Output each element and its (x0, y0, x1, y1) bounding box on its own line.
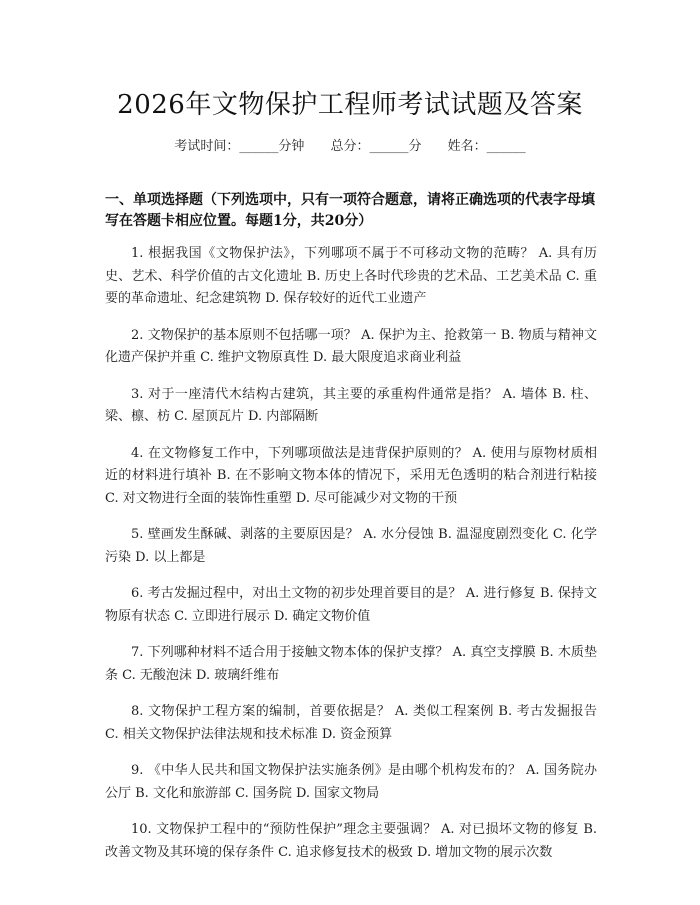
question-item: 6. 考古发掘过程中，对出土文物的初步处理首要目的是？ A. 进行修复 B. 保持文物原有状态 C. 立即进行展示 D. 确定文物价值 (105, 586, 597, 624)
question-item: 10. 文物保护工程中的“预防性保护”理念主要强调？ A. 对已损坏文物的修复 B. 改善文物及其环境的保存条件 C. 追求修复技术的极致 D. 增加文物的展示次数 (105, 822, 597, 860)
question-item: 7. 下列哪种材料不适合用于接触文物本体的保护支撑？ A. 真空支撑膜 B. 木质垫条 C. 无酸泡沫 D. 玻璃纤维布 (105, 645, 597, 683)
exam-time-field: 考试时间：______分钟 (174, 139, 305, 154)
question-item: 5. 壁画发生酥碱、剥落的主要原因是？ A. 水分侵蚀 B. 温湿度剧烈变化 C. 化学污染 D. 以上都是 (105, 527, 597, 565)
total-score-field: 总分：______分 (330, 139, 422, 154)
document-title: 2026年文物保护工程师考试试题及答案 (117, 90, 583, 120)
question-list (105, 243, 597, 878)
question-item: 2. 文物保护的基本原则不包括哪一项？ A. 保护为主、抢救第一 B. 物质与精神文化遗产保护并重 C. 维护文物原真性 D. 最大限度追求商业利益 (105, 327, 597, 365)
question-item: 1. 根据我国《文物保护法》，下列哪项不属于不可移动文物的范畴？ A. 具有历史、艺术、科学价值的古文化遗址 B. 历史上各时代珍贵的艺术品、工艺美术品 C. 重要的革命遗址、纪念建筑物 D. 保存较好的近代工业遗产 (105, 246, 597, 306)
question-item: 4. 在文物修复工作中，下列哪项做法是违背保护原则的？ A. 使用与原物材质相近的材料进行填补 B. 在不影响文物本体的情况下，采用无色透明的粘合剂进行粘接 C. 对文物进行全面的装饰性重塑 D. 尽可能减少对文物的干预 (105, 445, 597, 506)
question-item: 9. 《中华人民共和国文物保护法实施条例》是由哪个机构发布的？ A. 国务院办公厅 B. 文化和旅游部 C. 国务院 D. 国家文物局 (105, 763, 597, 801)
exam-meta-line (0, 135, 700, 154)
question-item: 8. 文物保护工程方案的编制，首要依据是？ A. 类似工程案例 B. 考古发掘报告 C. 相关文物保护法律法规和技术标准 D. 资金预算 (105, 704, 597, 742)
question-item: 3. 对于一座清代木结构古建筑，其主要的承重构件通常是指？ A. 墙体 B. 柱、梁、檩、枋 C. 屋顶瓦片 D. 内部隔断 (105, 386, 597, 424)
section-heading-single-choice: 一、单项选择题（下列选项中，只有一项符合题意，请将正确选项的代表字母填写在答题卡相应位置。每题1分，共20分） (105, 192, 595, 229)
name-field: 姓名：______ (447, 139, 526, 154)
